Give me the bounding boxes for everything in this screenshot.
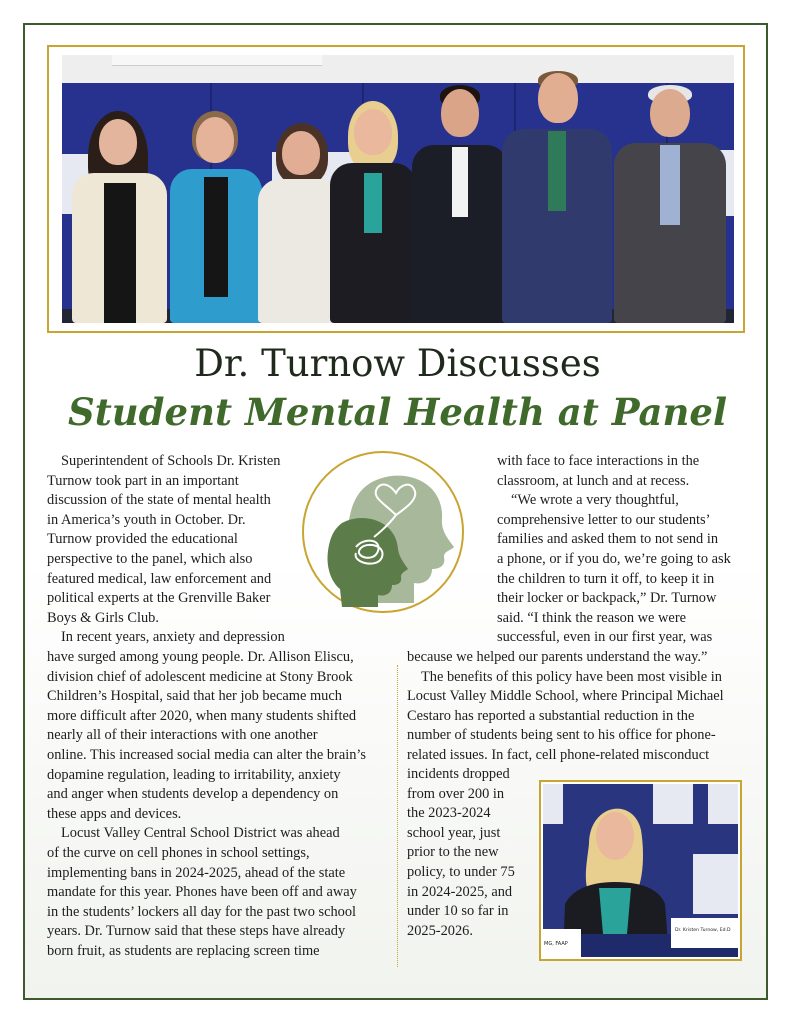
text-line: mandate for this year. Phones have been off and away <box>47 884 357 901</box>
speaker-photo-frame <box>539 780 742 961</box>
text-line: a phone, or if you do, we’re going to ask <box>497 550 731 567</box>
right-column-bottom <box>407 765 532 941</box>
text-line: prior to the new <box>407 844 499 861</box>
text-line: years. Dr. Turnow said that these steps have already <box>47 923 346 940</box>
text-line: Turnow took part in an important <box>47 472 239 489</box>
article-subtitle: Student Mental Health at Panel <box>67 390 728 434</box>
text-line: their locker or backpack,” Dr. Turnow <box>497 590 717 607</box>
text-line: Locust Valley Middle School, where Principal Michael <box>407 688 724 705</box>
group-photo <box>62 55 734 323</box>
text-line: 2025-2026. <box>407 922 473 939</box>
text-line: in America’s youth in October. Dr. <box>47 511 246 528</box>
text-line: online. This increased social media can alter the brain’s <box>47 746 367 763</box>
text-line: Superintendent of Schools Dr. Kristen <box>61 453 281 469</box>
group-photo-frame <box>47 45 745 333</box>
right-column-top <box>497 452 757 648</box>
text-line: of the curve on cell phones in school settings, <box>47 844 310 861</box>
text-line: nearly all of their interactions with one another <box>47 727 318 744</box>
text-line: comprehensive letter to our students’ <box>497 511 711 528</box>
text-line: school year, just <box>407 824 501 841</box>
text-line: related issues. In fact, cell phone-related misconduct <box>407 746 710 763</box>
text-line: implementing bans in 2024-2025, ahead of the state <box>47 864 346 881</box>
newsletter-page <box>23 23 768 1000</box>
text-line: because we helped our parents understand the way.” <box>407 649 708 665</box>
text-line: “We wrote a very thoughtful, <box>511 492 679 509</box>
text-line: featured medical, law enforcement and <box>47 570 272 587</box>
right-column-middle <box>407 648 747 766</box>
text-line: said. “I think the reason we were <box>497 609 687 626</box>
text-line: the 2023-2024 <box>407 805 491 822</box>
text-line: division chief of adolescent medicine at Stony Brook <box>47 668 353 685</box>
text-line: Cestaro has reported a substantial reduction in the <box>407 707 695 724</box>
text-line: Turnow provided the educational <box>47 531 238 548</box>
column-divider <box>397 665 398 967</box>
text-line: and anger when students develop a dependency on <box>47 786 339 803</box>
nameplate: Dr. Kristen Turnow, Ed.D <box>675 928 731 933</box>
text-line: under 10 so far in <box>407 903 509 920</box>
text-line: perspective to the panel, which also <box>47 550 253 567</box>
text-line: discussion of the state of mental health <box>47 492 271 509</box>
text-line: successful, even in our first year, was <box>497 629 713 646</box>
text-line: number of students being sent to his office for phone- <box>407 727 716 744</box>
text-line: Locust Valley Central School District was ahead <box>61 825 340 842</box>
text-line: political experts at the Grenville Baker <box>47 590 271 607</box>
left-column-bottom <box>47 648 392 962</box>
left-column-top <box>47 452 297 648</box>
text-line: the children to turn it off, to keep it in <box>497 570 715 587</box>
text-line: In recent years, anxiety and depression <box>61 629 285 646</box>
text-line: have surged among young people. Dr. Allison Eliscu, <box>47 649 354 665</box>
text-line: dopamine regulation, leading to irritability, anxiety <box>47 766 341 783</box>
text-line: Boys & Girls Club. <box>47 609 159 626</box>
text-line: these apps and devices. <box>47 805 182 822</box>
text-line: policy, to under 75 <box>407 863 515 880</box>
text-line: in the students’ lockers all day for the past two school <box>47 903 357 920</box>
text-line: with face to face interactions in the <box>497 453 700 469</box>
text-line: from over 200 in <box>407 785 505 802</box>
text-line: families and asked them to not send in <box>497 531 719 548</box>
text-line: in 2024-2025, and <box>407 883 513 900</box>
mental-health-head-icon <box>302 451 464 613</box>
text-line: more difficult after 2020, when many students shifted <box>47 707 357 724</box>
text-line: classroom, at lunch and at recess. <box>497 472 690 489</box>
text-line: born fruit, as students are replacing screen time <box>47 942 320 959</box>
text-line: incidents dropped <box>407 766 510 782</box>
nameplate-left: MG, FAAP <box>544 941 568 947</box>
text-line: The benefits of this policy have been most visible in <box>421 668 722 685</box>
speaker-photo <box>543 784 738 957</box>
text-line: Children’s Hospital, said that her job became much <box>47 688 342 705</box>
article-title: Dr. Turnow Discusses <box>194 342 601 385</box>
